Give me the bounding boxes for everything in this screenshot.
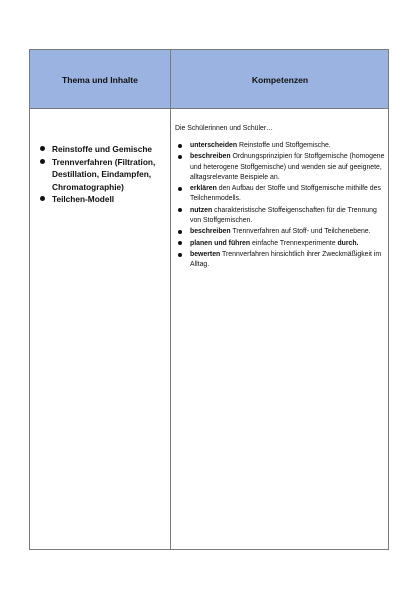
bullet-icon (178, 187, 182, 191)
competencies-intro: Die Schülerinnen und Schüler… (175, 125, 274, 132)
competency-text: den Aufbau der Stoffe und Stoffgemische mithilfe des Teilchenmodells. (190, 185, 381, 203)
competencies-list (175, 141, 385, 271)
bullet-icon (178, 230, 182, 234)
competency-text: Trennverfahren auf Stoff- und Teilchenebene. (230, 228, 371, 236)
topic-label: Trennverfahren (Filtration, Destillation, Eindampfen, Chromatographie) (52, 156, 156, 192)
competency-tail: durch. (337, 239, 359, 247)
list-item (175, 184, 385, 205)
bullet-icon (178, 241, 182, 245)
competency-verb: beschreiben (190, 153, 231, 161)
competency-text: Reinstoffe und Stoffgemische. (237, 142, 331, 149)
competency-text: charakteristische Stoffeigenschaften für die Trennung von Stoffgemischen. (190, 206, 377, 225)
competency-verb: beschreiben (190, 228, 231, 236)
list-item (175, 239, 385, 249)
bullet-icon (178, 253, 182, 257)
topic-label: Reinstoffe und Gemische (52, 144, 153, 154)
competency-text: Ordnungsprinzipien für Stoffgemische (homogene und heterogene Stoffgemische) und wenden sie auf geeignete, alltagsrelevante Beispiele an. (190, 153, 385, 181)
competency-verb: planen und führen (190, 239, 251, 247)
bullet-icon (178, 208, 182, 212)
list-item (38, 156, 166, 194)
list-item (175, 206, 385, 227)
competency-verb: bewerten (190, 250, 221, 258)
competency-text: einfache Trennexperimente (250, 239, 338, 247)
bullet-icon (40, 159, 45, 164)
list-item (175, 152, 385, 183)
competency-verb: erklären (190, 185, 217, 193)
curriculum-table (29, 49, 389, 550)
competency-verb: unterscheiden (190, 142, 238, 149)
header-topic: Thema und Inhalte (62, 74, 138, 85)
topic-label: Teilchen-Modell (52, 194, 115, 205)
list-item (175, 227, 385, 237)
competency-text: Trennverfahren hinsichtlich ihrer Zweckmäßigkeit im Alltag. (190, 250, 382, 269)
topics-column (38, 143, 166, 206)
list-item (175, 250, 385, 271)
column-divider (170, 50, 171, 549)
header-competencies: Kompetenzen (251, 74, 309, 85)
topics-list (38, 143, 166, 206)
list-item (38, 193, 166, 206)
bullet-icon (40, 196, 45, 201)
bullet-icon (178, 155, 182, 159)
list-item (38, 143, 166, 156)
competencies-column (175, 124, 385, 272)
competency-verb: nutzen (190, 206, 213, 214)
list-item (175, 141, 385, 151)
bullet-icon (178, 144, 182, 148)
bullet-icon (40, 146, 45, 151)
